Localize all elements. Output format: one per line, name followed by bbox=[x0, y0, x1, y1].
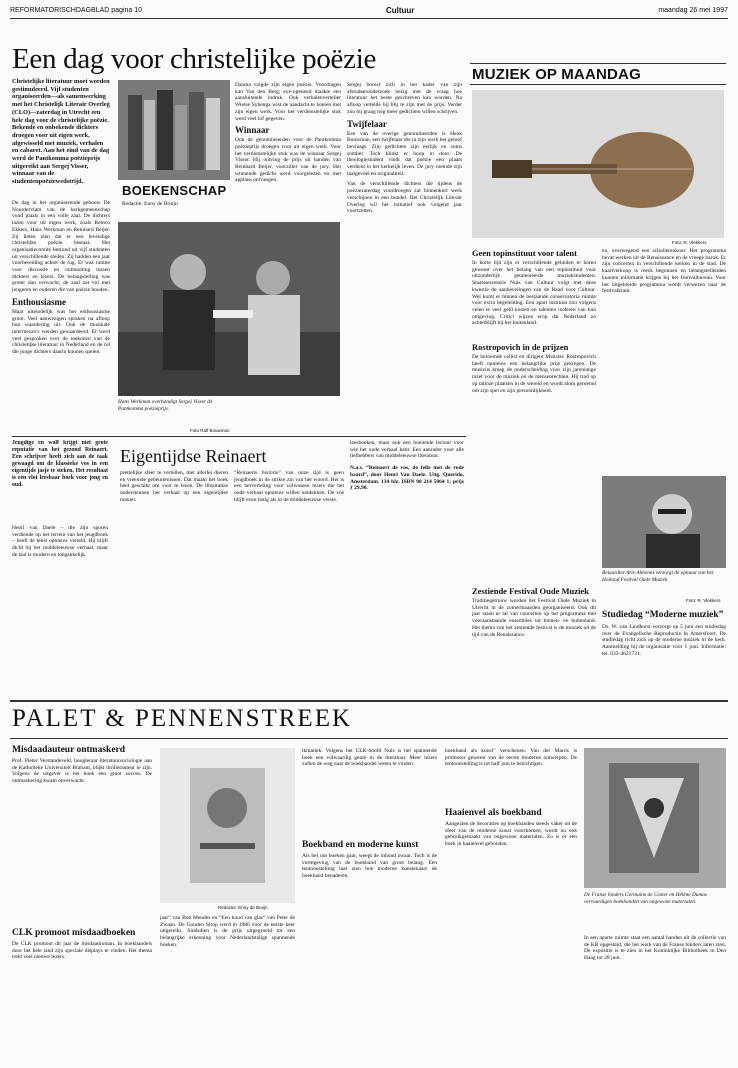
palet-column-4b bbox=[445, 821, 577, 1058]
people-photo-icon bbox=[118, 222, 340, 396]
reinaert-text: prettelijke sfeer te vertellen, met allerlei dieren en vreemde gebeurtenissen. Dat maakt het boek heel geschikt om voor te lezen. De illustraties ondersteunen het verhaal op een eigentijdse manier. bbox=[120, 470, 228, 503]
muziek-text: en, overwegend een scholierenkoor. Het programma bevat werken uit de Renaissance en de vroege barok. Er zijn concerten in verschillende kerken in de stad. De kaartverkoop is reeds begonnen en belangstellenden kunnen informatie krijgen bij het festivalbureau. Voor het uitgebreide programma wordt verwezen naar de festivalkrant. bbox=[602, 248, 726, 295]
boekenschap-editor: Redactie: Enny de Bruijn bbox=[122, 201, 178, 207]
muziek-text: In korte tijd zijn er verschillende geluiden te horen geweest over het belang van een topinstituut voor uitzonderlijk getalenteerde muziekstudenten. Staatssecretaris Nuis van Cultuur volgt met deze kwestie de aanbevelingen van de Raad voor Cultuur. Wel komt er binnen de bestaande conservatoria ruimte voor extra begeleiding. Een apart instituut zou volgens velen te veel geld kosten en talenten isoleren van hun omgeving. Critici wijzen erop dat Nederland zo achterblijft bij het buitenland. bbox=[472, 260, 596, 327]
boekenschap-title: BOEKENSCHAP bbox=[122, 183, 227, 198]
muziek-column-5 bbox=[602, 624, 726, 694]
muziek-text: Traditiegetrouw worden het Festival Oude Muziek in Utrecht in de zomermaanden georganiseerd. Ook dit jaar staan er tal van concerten op het programma met vooraanstaande ensembles uit binnen- en buitenland. Het thema van het zestiende festival is de muziek uit de tijd van de Renaissance. bbox=[472, 598, 596, 638]
muziek-column-2 bbox=[472, 354, 596, 584]
muziek-rule-top bbox=[470, 63, 726, 64]
article-text: Sergej bouwt zich in het kader van zijn afstudeeronderzoek bezig met de vraag hoe literatuur het beste geschreven kan worden. Na afloop vertelde hij blij te zijn met de prijs. Verder zou hij graag nog meer gedichten willen schrijven. bbox=[347, 82, 462, 115]
muziek-text: De beroemde cellist en dirigent Mstislav Rostropovich heeft opnieuw een belangrijke prijs gekregen. De musicus kreeg de onderscheiding voor zijn jarenlange inzet voor de muziek en de mensenrechten. Hij trad op op talloze plaatsen in de wereld en wordt alom geroemd om zijn spel en zijn persoonlijkheid. bbox=[472, 354, 596, 394]
reinaert-column-4 bbox=[350, 440, 464, 600]
subheading-boekband: Boekband en moderne kunst bbox=[302, 840, 419, 850]
subheading-misdaadauteur: Misdaadauteur ontmaskerd bbox=[12, 745, 126, 755]
photo-caption: Hans Werkman overhandigt Sergej Visser de Pantkomma poëzieprijs. bbox=[118, 399, 213, 412]
books-illustration-icon bbox=[118, 80, 230, 180]
article-text: Maar uiteindelijk was het enthousiasme groot. Veel aanwezigen spraken na afloop hun waardering uit. Ook de muzikale intermezzo's werden gewaardeerd. Er werd veel gesproken over de toekomst van de christelijke literatuur in Nederland en de rol die jonge dichters daarin kunnen spelen. bbox=[12, 308, 110, 356]
article-text: De dag in het organiserende gebouw De Noordervlam van de kerkgemeenschap vond plaats in een volle zaal. De dichters lazen voor uit eigen werk, zoals Remco Ekkers, Hans Werkman en Reinhard Beijer. Zij lieten zien dat er een levendige christelijke poëzie bestaat. Het organisatiecomité bestond uit vijf studenten uit verschillende steden. Zij hadden een jaar voorbereiding achter de rug. Er was ruimte voor discussie en ontmoeting tussen dichters en lezers. De belangstelling was groter dan verwacht; de zaal zat vol met jongeren en ouderen die van poëzie houden. bbox=[12, 200, 110, 294]
muziek-rule-bottom bbox=[470, 84, 726, 85]
article-column-3 bbox=[347, 82, 462, 417]
reinaert-headline: Eigentijdse Reinaert bbox=[120, 446, 267, 466]
reinaert-text: “Reinaerts historie” van onze tijd is geen jeugdboek in de strikte zin van het woord. Het is een herverteling voor volwassen lezers die het oude verhaal opnieuw willen ontdekken. De vos blijft even listig als in de middeleeuwse versie. bbox=[234, 470, 344, 503]
article-text: Van de verschillende dichters die tijdens de poëziezaterdag voordroegen zal binnenkort werk verschijnen in een bundel. Het Christelijk Literair Overleg wil het initiatief ook volgend jaar voortzetten. bbox=[347, 181, 462, 215]
subheading-haaienvel: Haaienvel als boekband bbox=[445, 808, 542, 818]
muziek-title: MUZIEK OP MAANDAG bbox=[472, 66, 641, 83]
reinaert-column-3 bbox=[234, 470, 344, 695]
palet-column-1 bbox=[12, 758, 152, 898]
muziek-column-1 bbox=[472, 260, 596, 340]
bookbinding-art-icon bbox=[160, 748, 295, 903]
bookbinding-photo bbox=[160, 748, 295, 903]
muziek-column-3 bbox=[472, 598, 596, 698]
binders-art-icon bbox=[584, 748, 726, 888]
photo-credit: Foto Ralf Bouwman bbox=[190, 428, 230, 433]
beiaardier-credit: Foto: R. Vlekkers bbox=[686, 598, 721, 603]
binders-photo bbox=[584, 748, 726, 888]
palet-rule-bottom bbox=[10, 738, 728, 739]
boekenschap-photo bbox=[118, 80, 230, 180]
palet-text: Als het om boeken gaat, weegt de inhoud zwaar. Toch is de vormgeving van de boekband van groot belang. Een tentoonstelling laat zien hoe moderne kunstenaars de boekband benaderen. bbox=[302, 853, 437, 880]
header-left: REFORMATORISCHDAGBLAD pagina 10 bbox=[10, 6, 143, 14]
palet-text: Prof. Pieter Verstandeveld, hoogleraar literatuursociologie aan de Katholieke Universiteit Brabant, blijkt thrillerauteur te zijn. Volgens de uitgever is het boek een groot succes. De ontmaskering kwam onverwacht. bbox=[12, 758, 152, 785]
palet-text: jaar” van Bob Mendes en “Een koud van glas” van Peter de Zwaan. De Gouden Strop werd in 1986 voor de eerste keer uitgereikt. Sindsdien is de prijs uitgegroeid tot een belangrijke erkenning voor Nederlandstalige spannende boeken. bbox=[160, 915, 295, 948]
subheading-twijfelaar: Twijfelaar bbox=[347, 118, 387, 129]
palet-column-3b bbox=[302, 853, 437, 1058]
bookbinding-credit: Redactie: Enny de Bruijn bbox=[218, 905, 268, 910]
header-date: maandag 26 mei 1997 bbox=[658, 6, 728, 14]
article-text: Ook de genomineerden voor de Pantkomma poëzieprijs droegen voor uit eigen werk. Voor het verdienstelijke stuk was de winnaar Sergej Visser. Hij ontving de prijs uit handen van Reinhard Beijer, voorzitter van de jury. Het winnende gedicht werd voorgelezen en met applaus ontvangen. bbox=[235, 137, 341, 184]
palet-rule bbox=[10, 700, 728, 702]
subheading-rostropovich: Rostropovich in de prijzen bbox=[472, 342, 569, 352]
palet-column-4 bbox=[445, 748, 577, 808]
palet-column-2 bbox=[160, 915, 295, 1061]
muziek-column-4 bbox=[602, 248, 726, 478]
section-name: Cultuur bbox=[385, 5, 415, 15]
violin-photo bbox=[472, 90, 724, 238]
beiaardier-photo bbox=[602, 476, 726, 568]
header-rule bbox=[10, 18, 728, 19]
reinaert-text: Henri van Daele – die zijn sporen verdiende op het terrein van het jeugdboek – heeft de tekst opnieuw verteld. Hij blijft dicht bij het middeleeuwse verhaal, maar de taal is modern en toegankelijk. bbox=[12, 525, 108, 558]
prize-photo bbox=[118, 222, 340, 396]
beiaardier-caption: Beiaardier Arie Abbenes verzorgt de opmaat van het Holland Festival Oude Muziek. bbox=[602, 570, 714, 583]
binders-caption: De Franse binders Germaine de Coster en Hélène Dumas vervaardigen boekbanden van ongewone materialen. bbox=[584, 892, 707, 905]
palet-text: De CLK promoot dit jaar de misdaadroman. In boekhandels door het hele land zijn speciale displays te vinden. Het thema trekt veel nieuwe lezers. bbox=[12, 941, 152, 961]
article-column-2 bbox=[235, 82, 341, 220]
muziek-text: Ds. W. van Lindhorst verzorgt op 5 juni een studiedag over de Evangelische Reproductie in Amersfoort. De studiedag richt zich op de moderne muziek in de kerk. Aanmelding bij de organisatie voor 1 juni. Informatie: tel. 033-4621731. bbox=[602, 624, 726, 657]
palet-column-1b bbox=[12, 941, 152, 1061]
reinaert-text: leesboeken, maar ook een boeiende lectuur voor wie het oude verhaal kent. Een aanrader voor alle liefhebbers van middeleeuwse literatuur. bbox=[350, 440, 464, 460]
article-text: Een van de overige genomineerden is Henk Bouwman, een twijfelaar die in zijn werk het geloof bevraagt. Zijn gedichten zijn eerlijk en soms somber. Toch klinkt er hoop in door. De theologiestudent vindt dat poëzie een plaats verdient in het kerkelijk leven. De jury roemde zijn taalgevoel en originaliteit. bbox=[347, 130, 462, 177]
subheading-studiedag: Studiedag “Moderne muziek” bbox=[602, 610, 724, 620]
article-lead: Christelijke literatuur moet worden gestimuleerd. Vijf studenten organiseerden—als samenwerking met het Christelijk Literair Overleg (CLO)—zaterdag in Utrecht een hele dag voor de christelijke poëzie. Bekende en onbekende dichters droegen voor uit eigen werk, afgewisseld met muziek, verhalen en cabaret. Aan het eind van de dag werd de Pantkomma poëzieprijs uitgereikt aan Sergej Visser, winnaar van de studentenpoëziewedstrijd. bbox=[12, 78, 110, 186]
palet-title: PALET & PENNENSTREEK bbox=[12, 705, 353, 732]
article-text: Daarna volgde zijn eigen poëzie. Voordragen kan Van den Berg; eye-openend maakte een aansluitende indruk. Ook verhalenverteller Wietse Sybenga wist de aandacht te boeien met zijn eigen werk. Voor het verdienstelijke stuk werd veel lof gegeven. bbox=[235, 82, 341, 122]
violin-illustration-icon bbox=[472, 90, 724, 238]
reinaert-lead: Jeugdige en wolf krijgt niet grote reputatie van het gezond Reinaert. Een schrijver heeft zich aan de taak gewaagd om de klassieke vos in een eigentijds jasje te steken. Het resultaat is een vlot leesbaar boek voor jong en oud. bbox=[12, 440, 108, 488]
palet-column-3 bbox=[302, 748, 437, 838]
subheading-clk: CLK promoot misdaadboeken bbox=[12, 928, 136, 938]
portrait-photo-icon bbox=[602, 476, 726, 568]
subheading-festival: Zestiende Festival Oude Muziek bbox=[472, 586, 589, 596]
reinaert-column-1 bbox=[12, 525, 108, 695]
subheading-enthousiasme: Enthousiasme bbox=[12, 296, 67, 307]
reinaert-bibliography: N.a.v. “Reinaert de vos, de felle met de rode baard”, door Henri Van Daele. Uitg. Querido, Amsterdam. 134 blz. ISBN 90 214 5064 1; prijs ƒ 29,90. bbox=[350, 465, 464, 492]
palet-text: In een aparte ruimte staat een aantal banden uit de collectie van de KB opgesteld, die het werk van de Franse binders laten zien. De expositie is te zien in het Koninklijke Bibliotheek in Den Haag tot 28 juni. bbox=[584, 935, 726, 962]
palet-text: tkmatiek. Volgens het CLK-hoofd Nuis is het spannende boek een volwaardig genre in de literatuur. Meer lezers zullen de weg naar de boekhandel weten te vinden. bbox=[302, 748, 437, 768]
palet-column-5 bbox=[584, 935, 726, 1057]
subheading-topinstituut: Geen topinstituut voor talent bbox=[472, 248, 577, 258]
reinaert-column-2 bbox=[120, 470, 228, 695]
article-column-1 bbox=[12, 200, 110, 430]
subheading-winnaar: Winnaar bbox=[235, 125, 270, 136]
page-header bbox=[10, 4, 728, 16]
palet-text: boekband als kunst” verschenen. Van der Marck is promotor geweest van de eerste moderne ontwerpen. De tentoonstelling is tot half juni te bezichtigen. bbox=[445, 748, 577, 768]
palet-text: Aangezien de decoraties op boekbanden steeds vaker uit de sfeer van de moderne kunst voortkomen, wordt nu ook gebruikgemaakt van ongewone materialen. Zo is er een boek in haaienvel gebonden. bbox=[445, 821, 577, 848]
muziek-credit: Foto: R. Vlekkers bbox=[672, 240, 707, 245]
article-headline: Een dag voor christelijke poëzie bbox=[12, 43, 377, 75]
